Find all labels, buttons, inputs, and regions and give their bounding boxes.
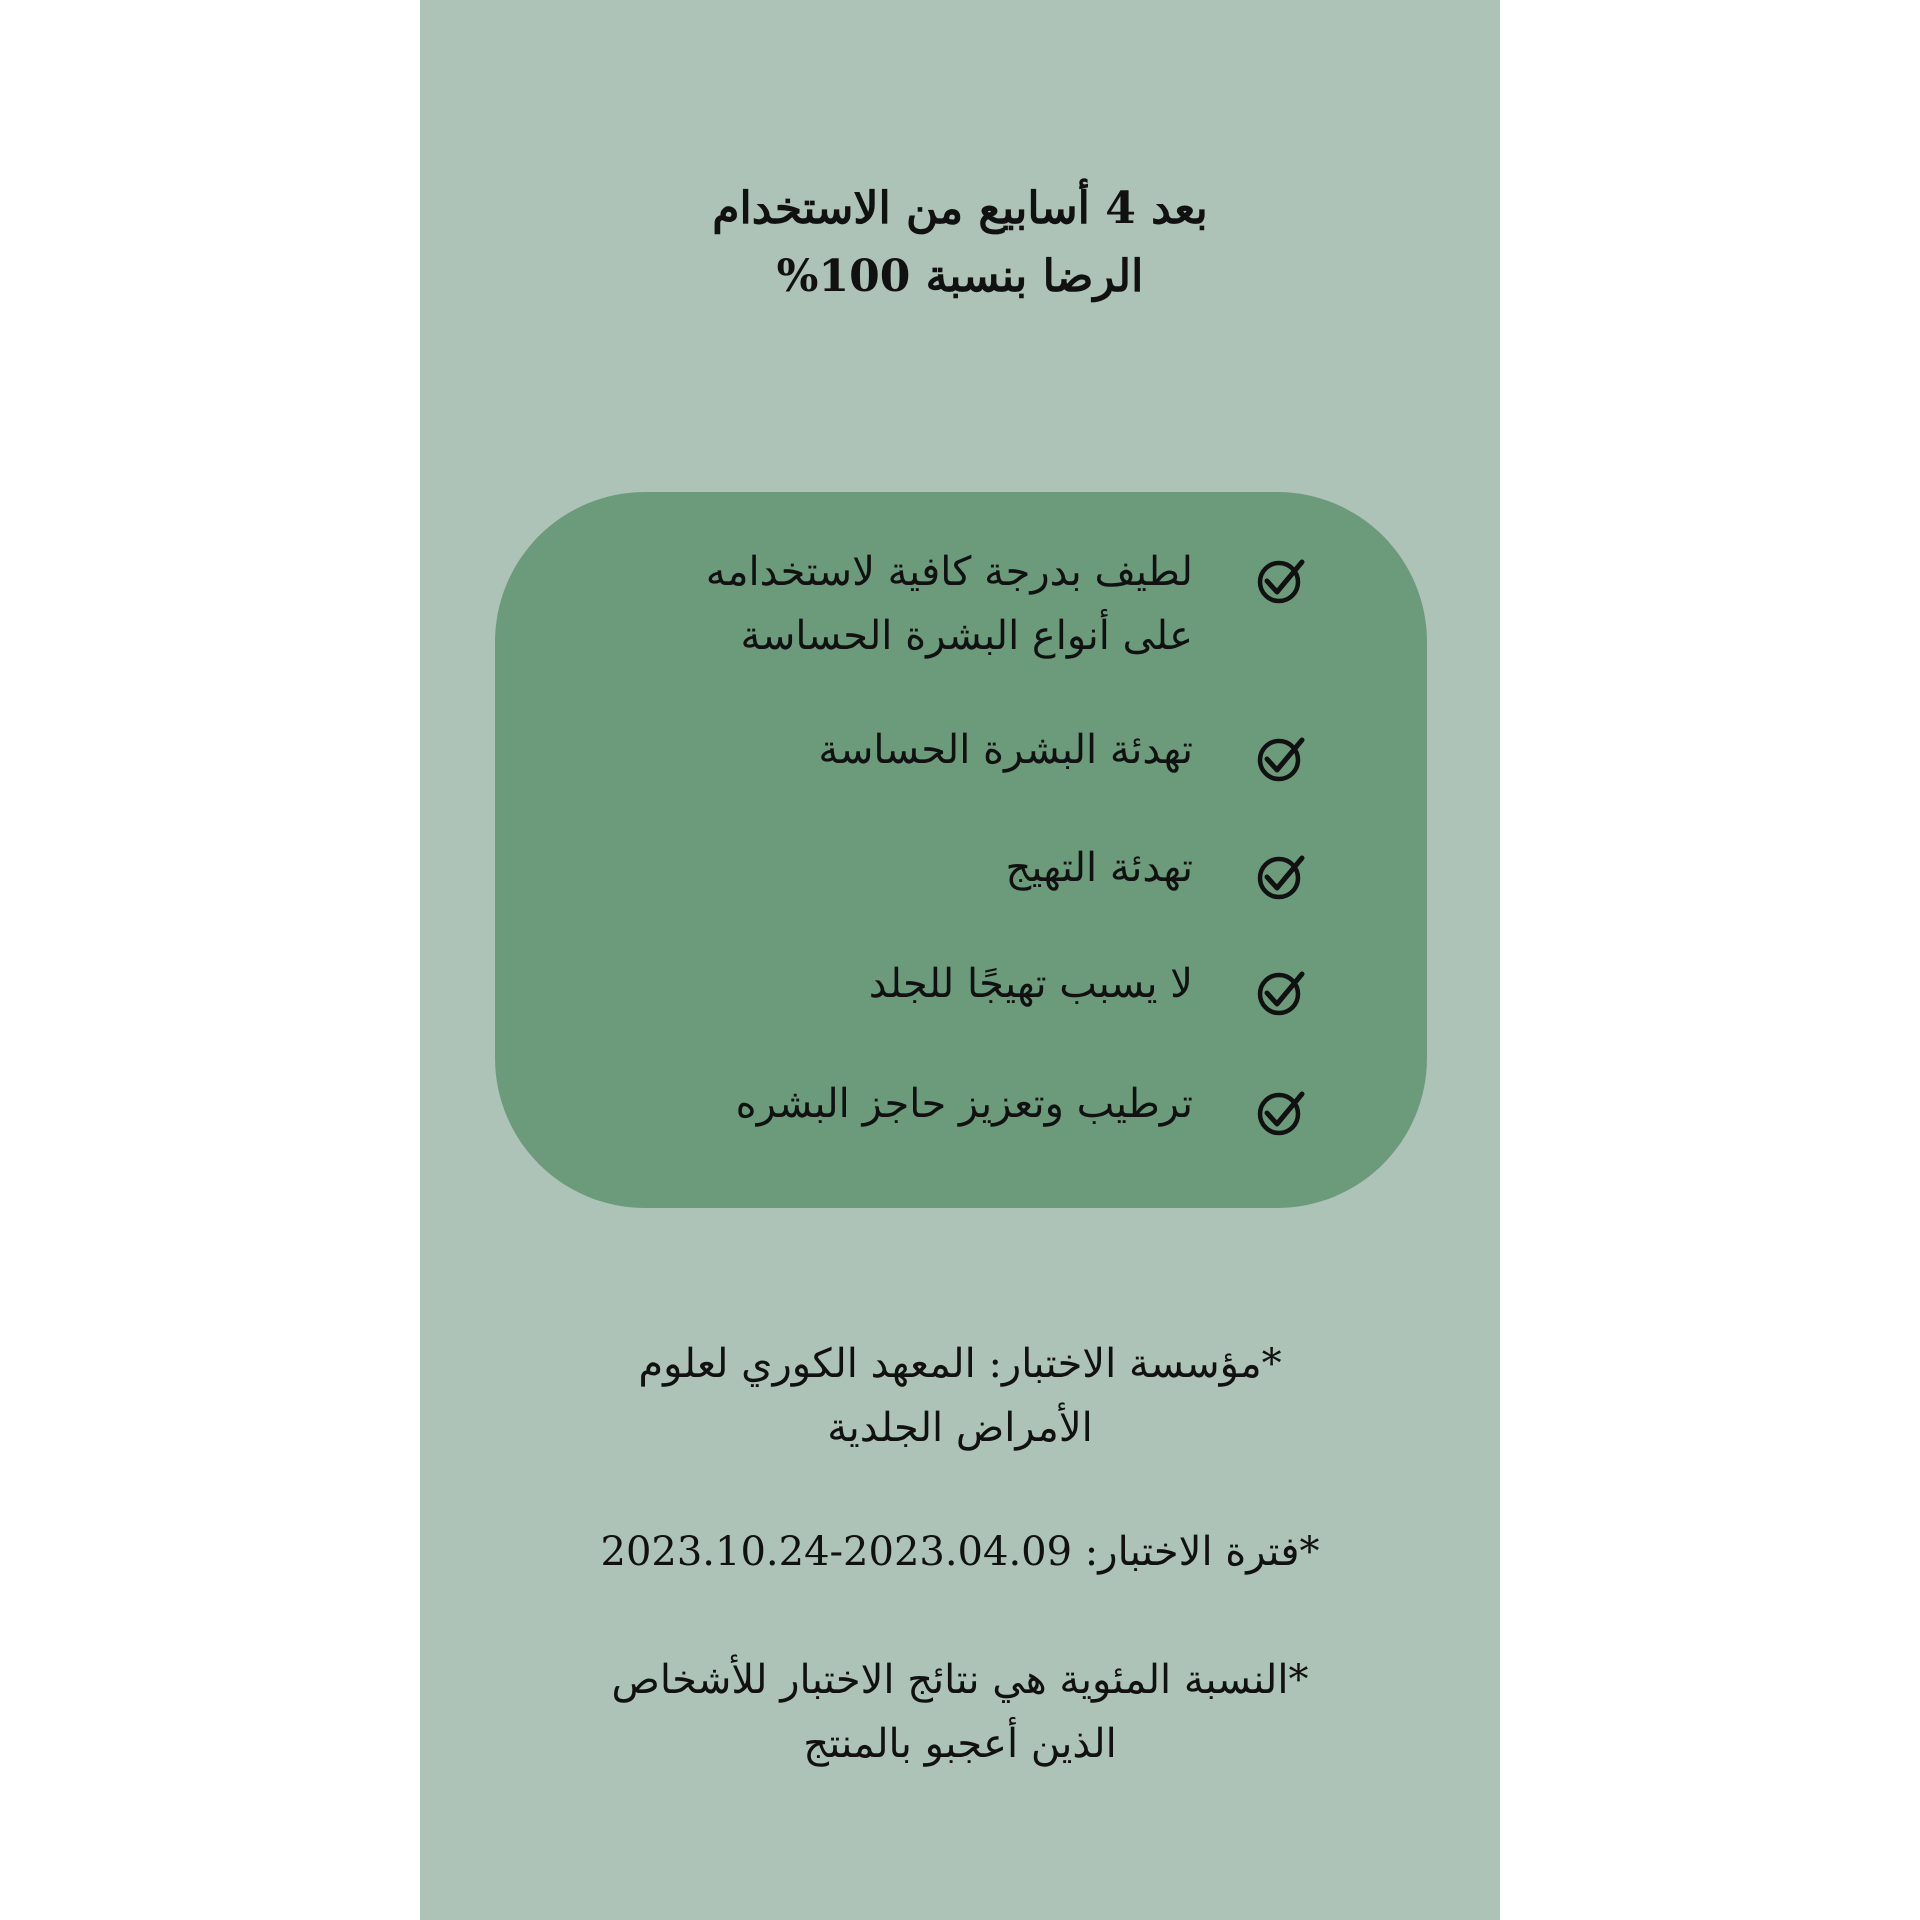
benefits-box [495,492,1427,1208]
footnote-note-line-1: *النسبة المئوية هي نتائج الاختبار للأشخاص [611,1657,1309,1703]
benefit-item [495,961,1427,1046]
check-circle-icon [1255,554,1307,606]
footnote-note-line-2: الذين أعجبو بالمنتج [803,1721,1117,1767]
benefit-item [495,1081,1427,1166]
footnote-institution-line-2: الأمراض الجلدية [827,1405,1093,1451]
benefit-item [495,727,1427,812]
footnote-test-period-text: *فترة الاختبار: 2023.04.09-2023.10.24 [600,1529,1320,1575]
benefit-text: ترطيب وتعزيز حاجز البشره [735,1081,1193,1127]
info-panel [420,0,1500,1920]
footnote-percentage-note [540,1648,1380,1776]
benefit-text: لا يسبب تهيجًا للجلد [868,961,1193,1007]
headline [420,175,1500,311]
benefit-item [495,549,1427,659]
benefit-text: تهدئة التهيج [1005,845,1193,891]
headline-line-1: بعد 4 أسابيع من الاستخدام [712,183,1208,234]
check-circle-icon [1255,966,1307,1018]
check-circle-icon [1255,1086,1307,1138]
footnote-institution-line-1: *مؤسسة الاختبار: المعهد الكوري لعلوم [638,1341,1282,1387]
benefit-item [495,845,1427,930]
check-circle-icon [1255,732,1307,784]
footnote-institution [540,1332,1380,1460]
benefit-text: لطيف بدرجة كافية لاستخدامه على أنواع البشرة الحساسة [705,549,1193,659]
check-circle-icon [1255,850,1307,902]
footnote-test-period [540,1520,1380,1584]
headline-line-2: الرضا بنسبة 100% [776,251,1144,302]
benefit-text: تهدئة البشرة الحساسة [818,727,1193,773]
